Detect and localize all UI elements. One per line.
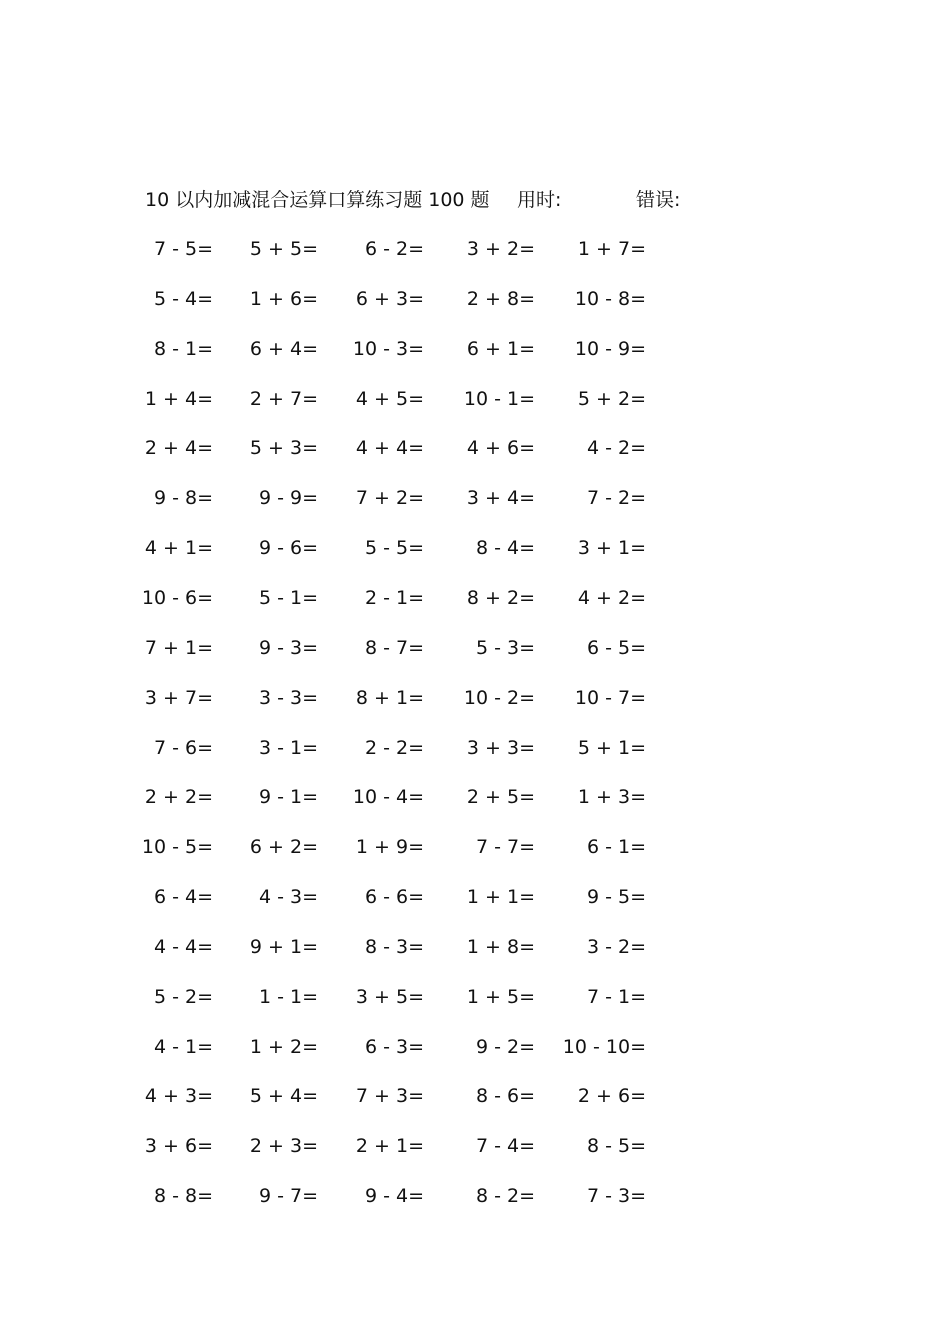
- problem-item: 4 - 1=: [153, 1036, 213, 1058]
- problem-item: 9 - 5=: [586, 886, 646, 908]
- problem-item: 5 + 3=: [249, 437, 318, 459]
- problem-item: 1 + 9=: [355, 836, 424, 858]
- problem-item: 7 - 1=: [586, 986, 646, 1008]
- problem-item: 1 + 5=: [466, 986, 535, 1008]
- problem-item: 6 - 6=: [364, 886, 424, 908]
- problem-item: 10 - 1=: [463, 388, 535, 410]
- problem-item: 4 + 3=: [144, 1085, 213, 1107]
- problem-item: 7 + 1=: [144, 637, 213, 659]
- problem-item: 2 + 7=: [249, 388, 318, 410]
- problem-item: 5 - 5=: [364, 537, 424, 559]
- problem-item: 7 + 3=: [355, 1085, 424, 1107]
- problem-item: 3 + 7=: [144, 687, 213, 709]
- problem-item: 3 + 2=: [466, 238, 535, 260]
- problem-item: 2 + 1=: [355, 1135, 424, 1157]
- problem-item: 3 + 4=: [466, 487, 535, 509]
- problem-item: 10 - 9=: [574, 338, 646, 360]
- problem-item: 4 + 4=: [355, 437, 424, 459]
- problem-item: 9 - 4=: [364, 1185, 424, 1207]
- problem-item: 1 + 7=: [577, 238, 646, 260]
- problem-item: 5 + 5=: [249, 238, 318, 260]
- problem-item: 8 - 8=: [153, 1185, 213, 1207]
- problem-item: 2 + 6=: [577, 1085, 646, 1107]
- problem-item: 9 - 7=: [258, 1185, 318, 1207]
- problem-item: 6 + 2=: [249, 836, 318, 858]
- problem-item: 2 + 2=: [144, 786, 213, 808]
- problem-item: 2 + 5=: [466, 786, 535, 808]
- problem-item: 6 + 4=: [249, 338, 318, 360]
- problem-item: 5 + 1=: [577, 737, 646, 759]
- problem-item: 6 - 2=: [364, 238, 424, 260]
- problem-item: 10 - 2=: [463, 687, 535, 709]
- problem-item: 4 - 4=: [153, 936, 213, 958]
- problem-item: 9 - 2=: [475, 1036, 535, 1058]
- problem-item: 3 + 1=: [577, 537, 646, 559]
- problem-item: 7 - 5=: [153, 238, 213, 260]
- problem-item: 8 - 1=: [153, 338, 213, 360]
- problem-item: 1 + 8=: [466, 936, 535, 958]
- problem-item: 2 - 2=: [364, 737, 424, 759]
- problem-item: 10 - 10=: [562, 1036, 646, 1058]
- problem-item: 9 - 6=: [258, 537, 318, 559]
- problem-item: 10 - 3=: [352, 338, 424, 360]
- problem-item: 10 - 7=: [574, 687, 646, 709]
- problem-item: 3 + 3=: [466, 737, 535, 759]
- problem-item: 2 + 8=: [466, 288, 535, 310]
- time-label: 用时:: [517, 189, 562, 211]
- problem-item: 5 + 2=: [577, 388, 646, 410]
- problem-item: 5 - 1=: [258, 587, 318, 609]
- problem-item: 8 - 7=: [364, 637, 424, 659]
- problem-item: 2 + 4=: [144, 437, 213, 459]
- problem-item: 7 - 2=: [586, 487, 646, 509]
- problem-item: 2 + 3=: [249, 1135, 318, 1157]
- problem-item: 6 - 3=: [364, 1036, 424, 1058]
- problem-item: 7 + 2=: [355, 487, 424, 509]
- problem-item: 8 - 5=: [586, 1135, 646, 1157]
- problem-item: 4 + 2=: [577, 587, 646, 609]
- problem-item: 8 - 6=: [475, 1085, 535, 1107]
- problem-item: 4 + 6=: [466, 437, 535, 459]
- problem-item: 1 + 1=: [466, 886, 535, 908]
- problem-item: 4 - 3=: [258, 886, 318, 908]
- problem-item: 10 - 5=: [141, 836, 213, 858]
- problem-item: 4 + 1=: [144, 537, 213, 559]
- problem-item: 2 - 1=: [364, 587, 424, 609]
- problem-item: 8 - 4=: [475, 537, 535, 559]
- problem-item: 8 - 2=: [475, 1185, 535, 1207]
- problem-item: 7 - 7=: [475, 836, 535, 858]
- problem-item: 9 + 1=: [249, 936, 318, 958]
- problem-item: 8 - 3=: [364, 936, 424, 958]
- problem-item: 9 - 9=: [258, 487, 318, 509]
- problem-item: 5 + 4=: [249, 1085, 318, 1107]
- problem-item: 1 - 1=: [258, 986, 318, 1008]
- problem-item: 5 - 2=: [153, 986, 213, 1008]
- problem-item: 3 + 5=: [355, 986, 424, 1008]
- problem-item: 6 - 5=: [586, 637, 646, 659]
- problem-item: 6 + 1=: [466, 338, 535, 360]
- problem-item: 3 - 3=: [258, 687, 318, 709]
- problem-item: 1 + 3=: [577, 786, 646, 808]
- problem-item: 7 - 3=: [586, 1185, 646, 1207]
- problem-item: 4 + 5=: [355, 388, 424, 410]
- problem-item: 5 - 4=: [153, 288, 213, 310]
- problem-item: 7 - 6=: [153, 737, 213, 759]
- problem-item: 5 - 3=: [475, 637, 535, 659]
- problem-item: 10 - 6=: [141, 587, 213, 609]
- problem-item: 6 - 4=: [153, 886, 213, 908]
- problem-item: 9 - 8=: [153, 487, 213, 509]
- problem-item: 10 - 8=: [574, 288, 646, 310]
- worksheet-title: 10 以内加减混合运算口算练习题 100 题: [145, 189, 490, 211]
- problem-item: 8 + 2=: [466, 587, 535, 609]
- problem-item: 9 - 3=: [258, 637, 318, 659]
- problem-item: 7 - 4=: [475, 1135, 535, 1157]
- problem-item: 9 - 1=: [258, 786, 318, 808]
- problem-item: 1 + 4=: [144, 388, 213, 410]
- problem-item: 1 + 2=: [249, 1036, 318, 1058]
- problem-item: 10 - 4=: [352, 786, 424, 808]
- problem-item: 3 + 6=: [144, 1135, 213, 1157]
- problem-item: 1 + 6=: [249, 288, 318, 310]
- problem-item: 3 - 2=: [586, 936, 646, 958]
- problem-item: 4 - 2=: [586, 437, 646, 459]
- problem-item: 6 - 1=: [586, 836, 646, 858]
- errors-label: 错误:: [636, 189, 681, 211]
- problem-item: 8 + 1=: [355, 687, 424, 709]
- problem-item: 3 - 1=: [258, 737, 318, 759]
- problem-item: 6 + 3=: [355, 288, 424, 310]
